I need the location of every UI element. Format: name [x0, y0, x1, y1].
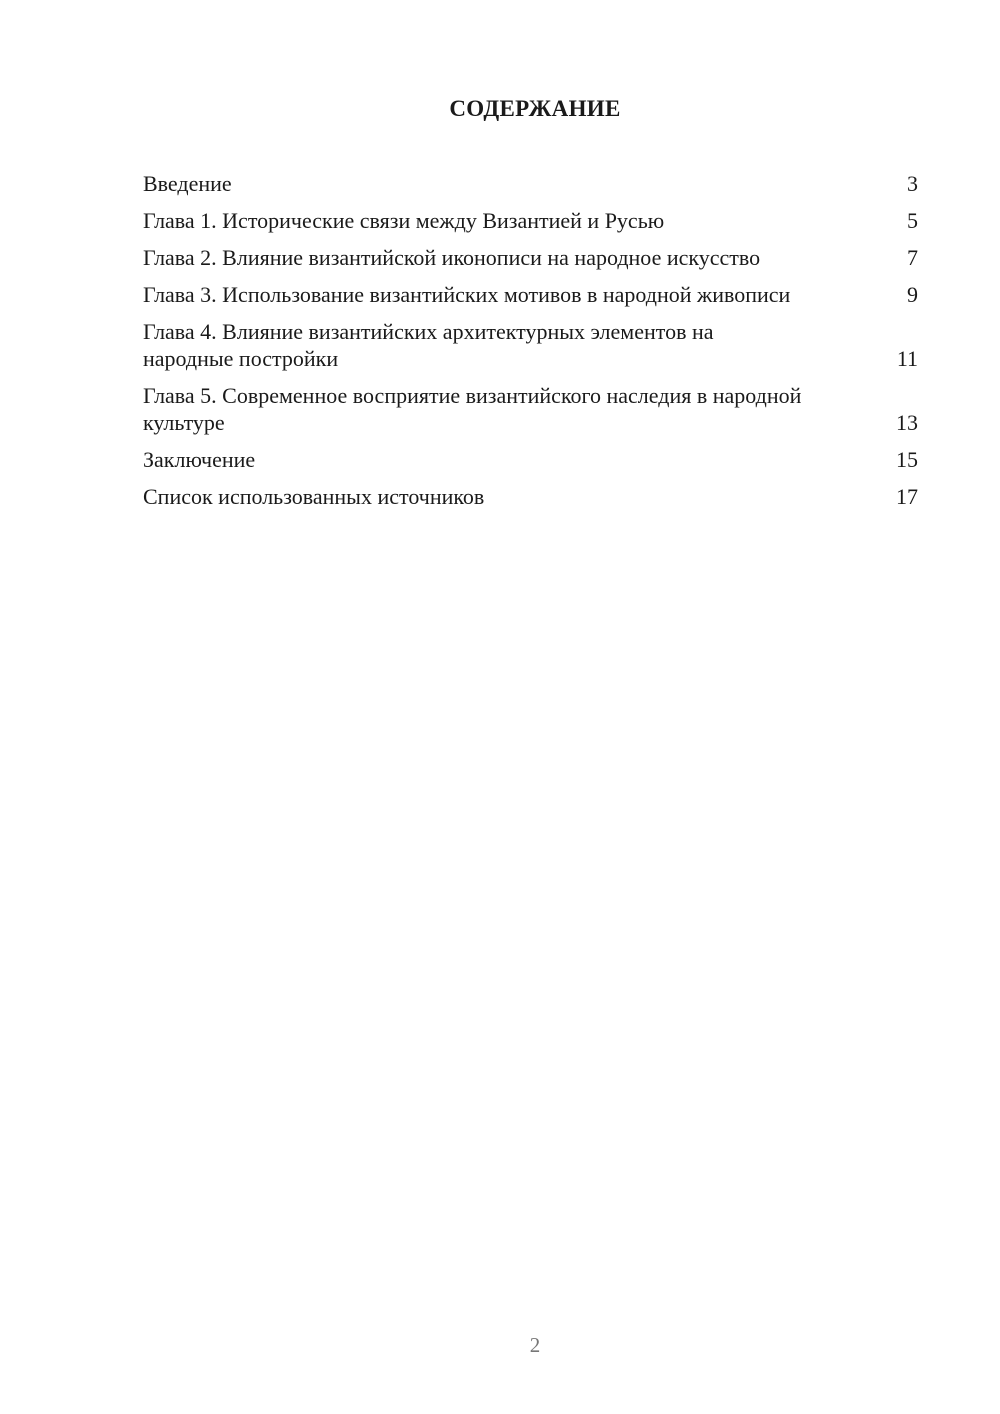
toc-entry-conclusion	[143, 446, 918, 473]
toc-entry-chapter-3	[143, 281, 918, 308]
toc-title: СОДЕРЖАНИЕ	[449, 96, 621, 121]
toc-entry-text: Глава 5. Современное восприятие византийского наследия в народной культуре	[143, 383, 802, 435]
toc-entry-text: Глава 3. Использование византийских мотивов в народной живописи	[143, 282, 791, 307]
toc-entry-sources	[143, 483, 918, 510]
toc-entry-page: 9	[907, 282, 918, 307]
toc-entry-page: 13	[896, 410, 918, 435]
toc-entry-chapter-2	[143, 244, 918, 271]
toc-entry-page: 7	[907, 245, 918, 270]
table-of-contents	[143, 170, 918, 520]
toc-entry-chapter-4	[143, 318, 918, 372]
page-number: 2	[529, 1333, 541, 1357]
toc-entry-chapter-1	[143, 207, 918, 234]
toc-entry-text: Глава 1. Исторические связи между Византией и Русью	[143, 208, 665, 233]
toc-entry-page: 11	[896, 346, 918, 371]
toc-entry-page: 3	[907, 171, 918, 196]
toc-entry-page: 17	[896, 484, 918, 509]
toc-entry-text: Глава 4. Влияние византийских архитектурных элементов на народные постройки	[143, 319, 714, 371]
toc-entry-text: Глава 2. Влияние византийской иконописи на народное искусство	[143, 245, 761, 270]
toc-entry-text: Список использованных источников	[143, 484, 485, 509]
toc-entry-text: Введение	[143, 171, 232, 196]
toc-entry-introduction	[143, 170, 918, 197]
toc-entry-page: 5	[907, 208, 918, 233]
toc-entry-chapter-5	[143, 382, 918, 436]
toc-entry-text: Заключение	[143, 447, 256, 472]
toc-entry-page: 15	[896, 447, 918, 472]
